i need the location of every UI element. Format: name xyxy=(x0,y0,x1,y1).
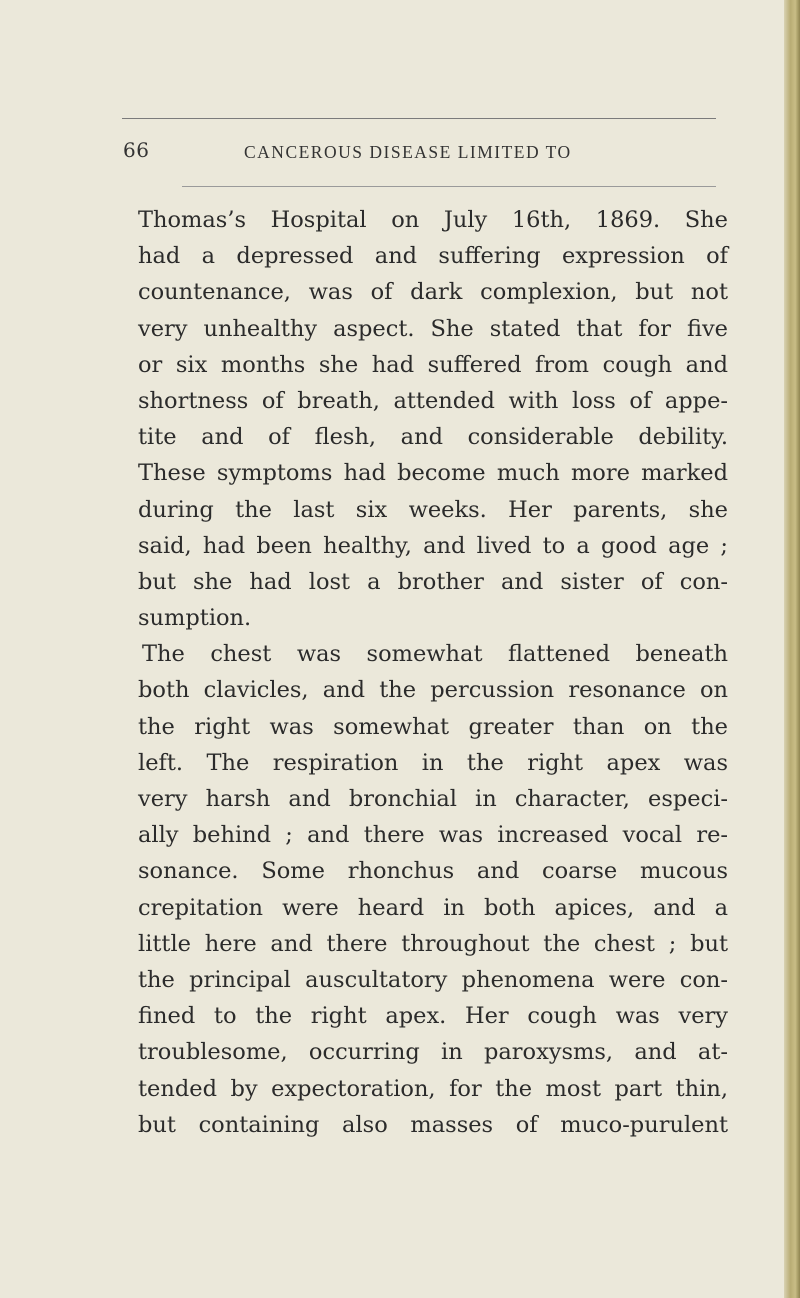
page-number: 66 xyxy=(123,138,150,162)
page-edge xyxy=(784,0,800,1298)
text-line: but containing also masses of muco-purulent xyxy=(138,1111,728,1138)
running-head: CANCEROUS DISEASE LIMITED TO xyxy=(244,142,572,162)
text-line: countenance, was of dark complexion, but not xyxy=(138,279,728,306)
text-line: very harsh and bronchial in character, especi- xyxy=(138,786,728,812)
text-line: both clavicles, and the percussion resonance on xyxy=(138,677,728,704)
text-line: left. The respiration in the right apex was xyxy=(138,749,728,776)
text-line: the principal auscultatory phenomena were con- xyxy=(138,966,728,993)
text-line: crepitation were heard in both apices, and a xyxy=(138,894,728,921)
body-text xyxy=(138,202,728,1143)
text-line: during the last six weeks. Her parents, she xyxy=(138,496,728,523)
text-line: the right was somewhat greater than on the xyxy=(138,713,728,740)
text-line: These symptoms had become much more marked xyxy=(138,460,728,487)
text-line: said, had been healthy, and lived to a good age ; xyxy=(138,532,728,559)
text-line: tended by expectoration, for the most part thin, xyxy=(138,1075,728,1102)
header-rule-top xyxy=(122,118,716,119)
text-line: but she had lost a brother and sister of con- xyxy=(138,568,728,595)
header-rule-bottom xyxy=(182,186,716,187)
text-line: sonance. Some rhonchus and coarse mucous xyxy=(138,858,728,885)
text-line: troublesome, occurring in paroxysms, and at- xyxy=(138,1039,728,1066)
text-line: Thomas’s Hospital on July 16th, 1869. She xyxy=(138,207,728,233)
text-line: very unhealthy aspect. She stated that for five xyxy=(138,315,728,342)
text-line: or six months she had suffered from cough and xyxy=(138,351,728,378)
text-line: little here and there throughout the chest ; but xyxy=(138,930,728,957)
text-line: shortness of breath, attended with loss of appe- xyxy=(138,387,728,414)
text-line: sumption. xyxy=(138,605,252,632)
text-line: fined to the right apex. Her cough was very xyxy=(138,1003,728,1030)
text-line: The chest was somewhat flattened beneath xyxy=(142,641,728,668)
text-line: ally behind ; and there was increased vocal re- xyxy=(138,822,728,849)
text-line: had a depressed and suffering expression of xyxy=(138,243,728,270)
text-line: tite and of flesh, and considerable debility. xyxy=(138,424,728,451)
